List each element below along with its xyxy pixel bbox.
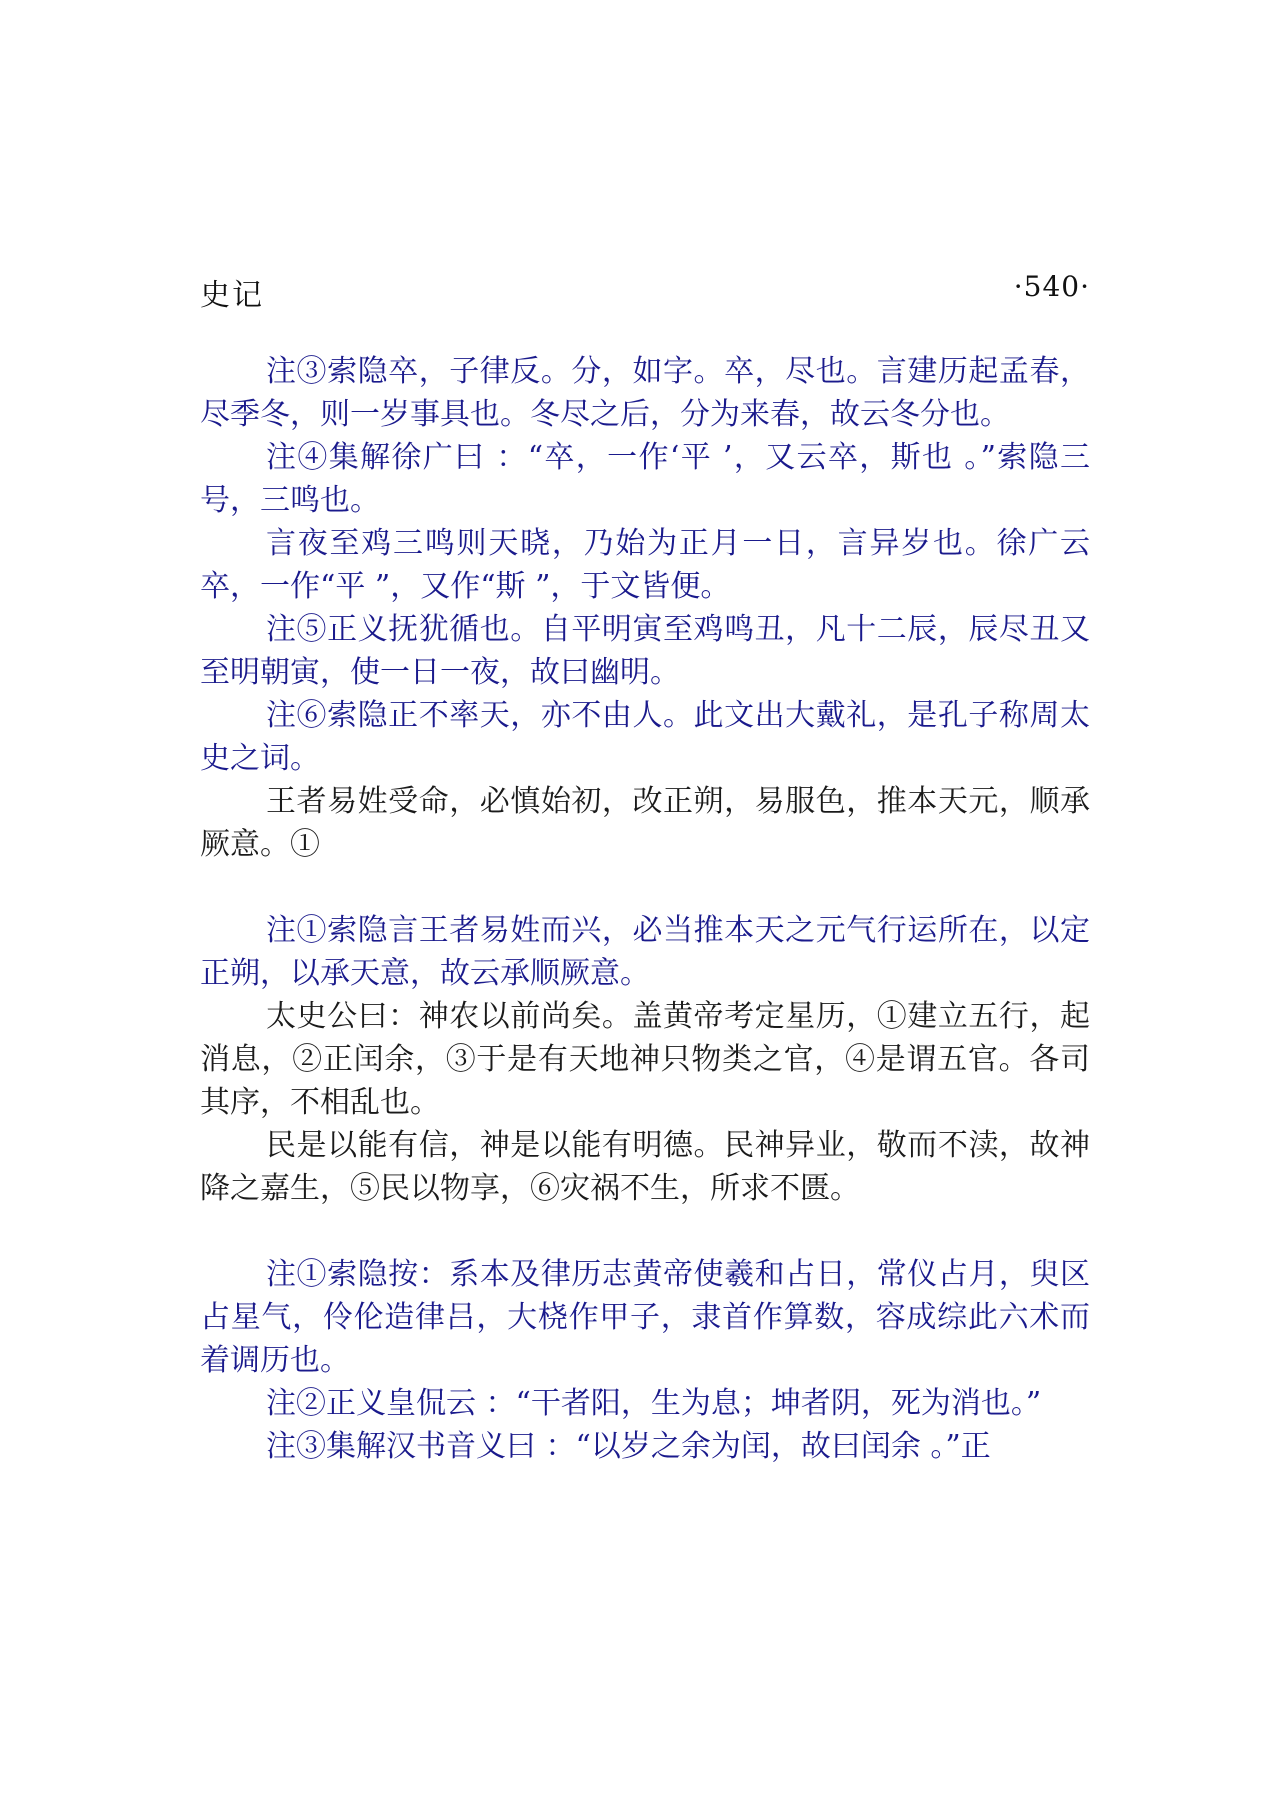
paragraph-spacer: [200, 1210, 1090, 1253]
paragraph-spacer: [200, 866, 1090, 909]
annotation-paragraph: 注⑥索隐正不率天，亦不由人。此文出大戴礼，是孔子称周太史之词。: [200, 698, 1090, 776]
annotation-paragraph: 言夜至鸡三鸣则天晓，乃始为正月一日，言异岁也。徐广云卒，一作“平 ”，又作“斯 ”，于文皆便。: [200, 526, 1090, 604]
page-number: ·540·: [1013, 270, 1090, 303]
annotation-paragraph: 注④集解徐广曰 ：“卒，一作‘平 ’，又云卒，斯也 。”索隐三号，三鸣也。: [200, 440, 1090, 518]
page-content: [200, 350, 1090, 1468]
book-title: 史记: [200, 278, 264, 313]
annotation-paragraph: 注②正义皇侃云 ：“干者阳，生为息；坤者阴，死为消也。”: [266, 1386, 1042, 1421]
page-header: [200, 270, 1090, 313]
annotation-paragraph: 注③集解汉书音义曰 ：“以岁之余为闰，故曰闰余 。”正: [266, 1429, 991, 1464]
main-text-paragraph: 民是以能有信，神是以能有明德。民神异业，敬而不渎，故神降之嘉生，⑤民以物享，⑥灾祸不生，所求不匮。: [200, 1128, 1090, 1206]
main-text-paragraph: 太史公曰：神农以前尚矣。盖黄帝考定星历，①建立五行，起消息，②正闰余，③于是有天地神只物类之官，④是谓五官。各司其序，不相乱也。: [200, 999, 1090, 1120]
annotation-paragraph: 注①索隐按：系本及律历志黄帝使羲和占日，常仪占月，臾区占星气，伶伦造律吕，大桡作甲子，隶首作算数，容成综此六术而着调历也。: [200, 1257, 1090, 1378]
annotation-paragraph: 注①索隐言王者易姓而兴，必当推本天之元气行运所在，以定正朔，以承天意，故云承顺厥意。: [200, 913, 1090, 991]
annotation-paragraph: 注⑤正义抚犹循也。自平明寅至鸡鸣丑，凡十二辰，辰尽丑又至明朝寅，使一日一夜，故曰幽明。: [200, 612, 1090, 690]
annotation-paragraph: 注③索隐卒，子律反。分，如字。卒，尽也。言建历起孟春，尽季冬，则一岁事具也。冬尽之后，分为来春，故云冬分也。: [200, 354, 1090, 432]
main-text-paragraph: 王者易姓受命，必慎始初，改正朔，易服色，推本天元，顺承厥意。①: [200, 784, 1090, 862]
